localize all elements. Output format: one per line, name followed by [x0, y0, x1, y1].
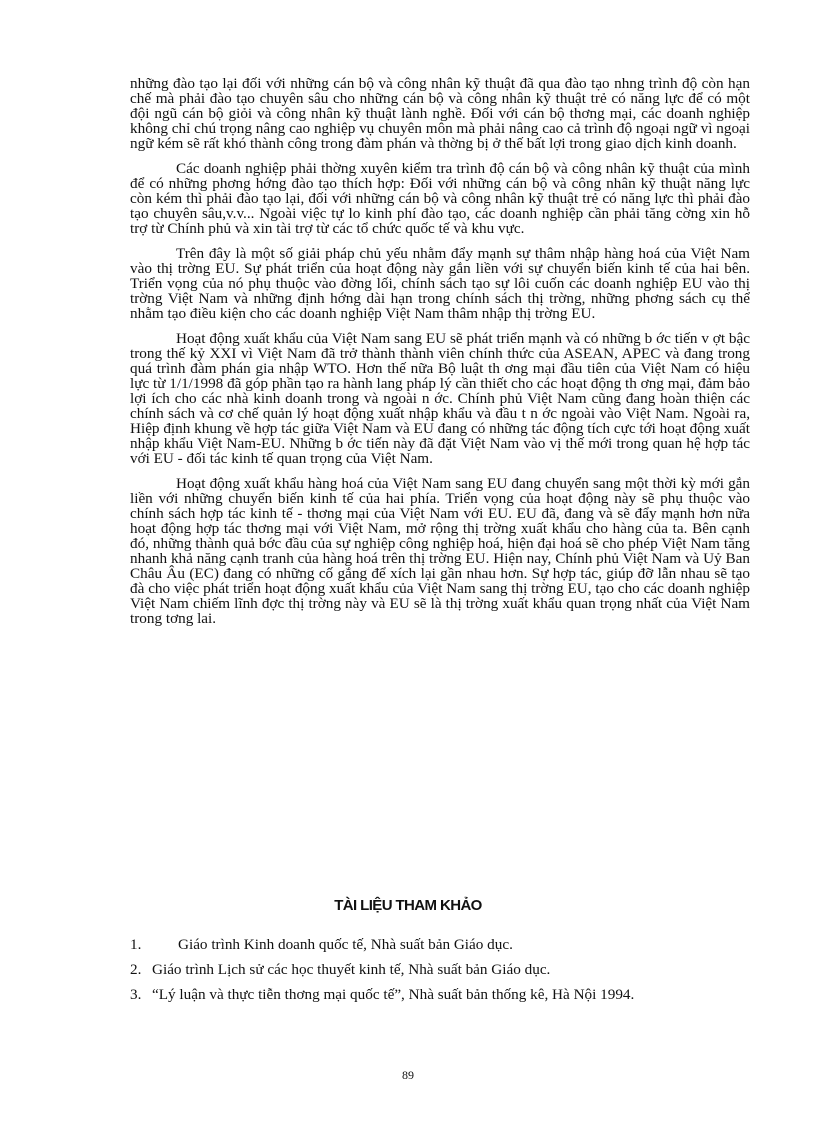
reference-number: 3. — [130, 986, 142, 1003]
reference-item — [130, 987, 750, 1002]
body-text — [130, 76, 750, 636]
page-number: 89 — [402, 1068, 414, 1082]
paragraph-3: Trên đây là một số giải pháp chủ yếu nhằm đẩy mạnh sự thâm nhập hàng hoá của Việt Nam vào thị trờng EU. Sự phát triển của hoạt động này gắn liền với sự chuyển biến kinh tế của hai bên. Triển vọng của nó phụ thuộc vào đờng lối, chính sách tạo sự lôi cuốn các doanh nghiệp EU vào thị trờng Việt Nam và những định hớng dài hạn trong chính sách thị trờng, những phơng sách cụ thể nhằm tạo điều kiện cho các doanh nghiệp Việt Nam thâm nhập thị trờng EU. — [130, 245, 750, 322]
references-list — [130, 937, 750, 1012]
reference-number: 2. — [130, 961, 142, 978]
reference-item — [130, 962, 750, 977]
reference-text: Giáo trình Lịch sử các học thuyết kinh tế, Nhà suất bản Giáo dục. — [152, 961, 551, 978]
reference-item — [130, 937, 750, 952]
paragraph-1: những đào tạo lại đối với những cán bộ và công nhân kỹ thuật đã qua đào tạo nhng trình độ còn hạn chế mà phải đào tạo chuyên sâu cho những cán bộ và công nhân kỹ thuật trẻ có năng lực để có một đội ngũ cán bộ giỏi và công nhân kỹ thuật lành nghề. Đối với cán bộ thơng mại, các doanh nghiệp không chỉ chú trọng nâng cao nghiệp vụ chuyên môn mà phải nâng cao cả trình độ ngoại ngữ vì ngoại ngữ kém sẽ rất khó thành công trong đàm phán và thờng bị ở thế bất lợi trong giao dịch kinh doanh. — [130, 75, 750, 152]
reference-number: 1. — [130, 936, 142, 953]
references-title: TÀI LIỆU THAM KHẢO — [334, 897, 482, 914]
reference-text: “Lý luận và thực tiễn thơng mại quốc tế”, Nhà suất bản thống kê, Hà Nội 1994. — [152, 986, 635, 1003]
paragraph-5: Hoạt động xuất khẩu hàng hoá của Việt Nam sang EU đang chuyển sang một thời kỳ mới gắn liền với những chuyển biến kinh tế của hai phía. Triển vọng của hoạt động này sẽ phụ thuộc vào chính sách hợp tác kinh tế - thơng mại của Việt Nam với EU. EU đã, đang và sẽ đẩy mạnh hơn nữa hoạt động hợp tác thơng mại với Việt Nam, mở rộng thị trờng xuất khẩu cho hàng của ta. Bên cạnh đó, những thành quả bớc đầu của sự nghiệp công nghiệp hoá, hiện đại hoá sẽ cho phép Việt Nam tăng nhanh khả năng cạnh tranh của hàng hoá trên thị trờng EU. Hiện nay, Chính phủ Việt Nam và Uỷ Ban Châu Âu (EC) đang có những cố gắng để xích lại gần nhau hơn. Sự hợp tác, giúp đỡ lẫn nhau sẽ tạo đà cho việc phát triển hoạt động xuất khẩu của Việt Nam sang thị trờng EU, tạo cho các doanh nghiệp Việt Nam chiếm lĩnh đợc thị trờng này và EU sẽ là thị trờng xuất khẩu quan trọng nhất của Việt Nam trong tơng lai. — [130, 475, 750, 627]
paragraph-4: Hoạt động xuất khẩu của Việt Nam sang EU sẽ phát triển mạnh và có những b ớc tiến v ợt bậc trong thế kỷ XXI vì Việt Nam đã trở thành thành viên chính thức của ASEAN, APEC và đang trong quá trình đàm phán gia nhập WTO. Hơn thế nữa Bộ luật th ơng mại đầu tiên của Việt Nam có hiệu lực từ 1/1/1998 đã góp phần tạo ra hành lang pháp lý cần thiết cho các hoạt động th ơng mại, đảm bảo lợi ích cho các nhà kinh doanh trong và ngoài n ớc. Chính phủ Việt Nam cũng đang hoàn thiện các chính sách và cơ chế quản lý hoạt động xuất nhập khẩu và đầu t n ớc ngoài vào Việt Nam. Ngoài ra, Hiệp định khung về hợp tác giữa Việt Nam và EU đang có những tác động tích cực tới hoạt động xuất nhập khẩu Việt Nam-EU. Những b ớc tiến này đã đặt Việt Nam vào vị thế mới trong quan hệ hợp tác với EU - đối tác kinh tế quan trọng của Việt Nam. — [130, 330, 750, 467]
paragraph-2: Các doanh nghiệp phải thờng xuyên kiểm tra trình độ cán bộ và công nhân kỹ thuật của mình để có những phơng hớng đào tạo thích hợp: Đối với những cán bộ và công nhân kỹ thuật năng lực còn kém thì phải đào tạo lại, đối với những cán bộ và công nhân kỹ thuật trẻ có năng lực thì phải đào tạo chuyên sâu,v.v... Ngoài việc tự lo kinh phí đào tạo, các doanh nghiệp cần phải tăng cờng xin hỗ trợ từ Chính phủ và xin tài trợ từ các tổ chức quốc tế và khu vực. — [130, 160, 750, 237]
reference-text: Giáo trình Kinh doanh quốc tế, Nhà suất bản Giáo dục. — [178, 936, 513, 953]
